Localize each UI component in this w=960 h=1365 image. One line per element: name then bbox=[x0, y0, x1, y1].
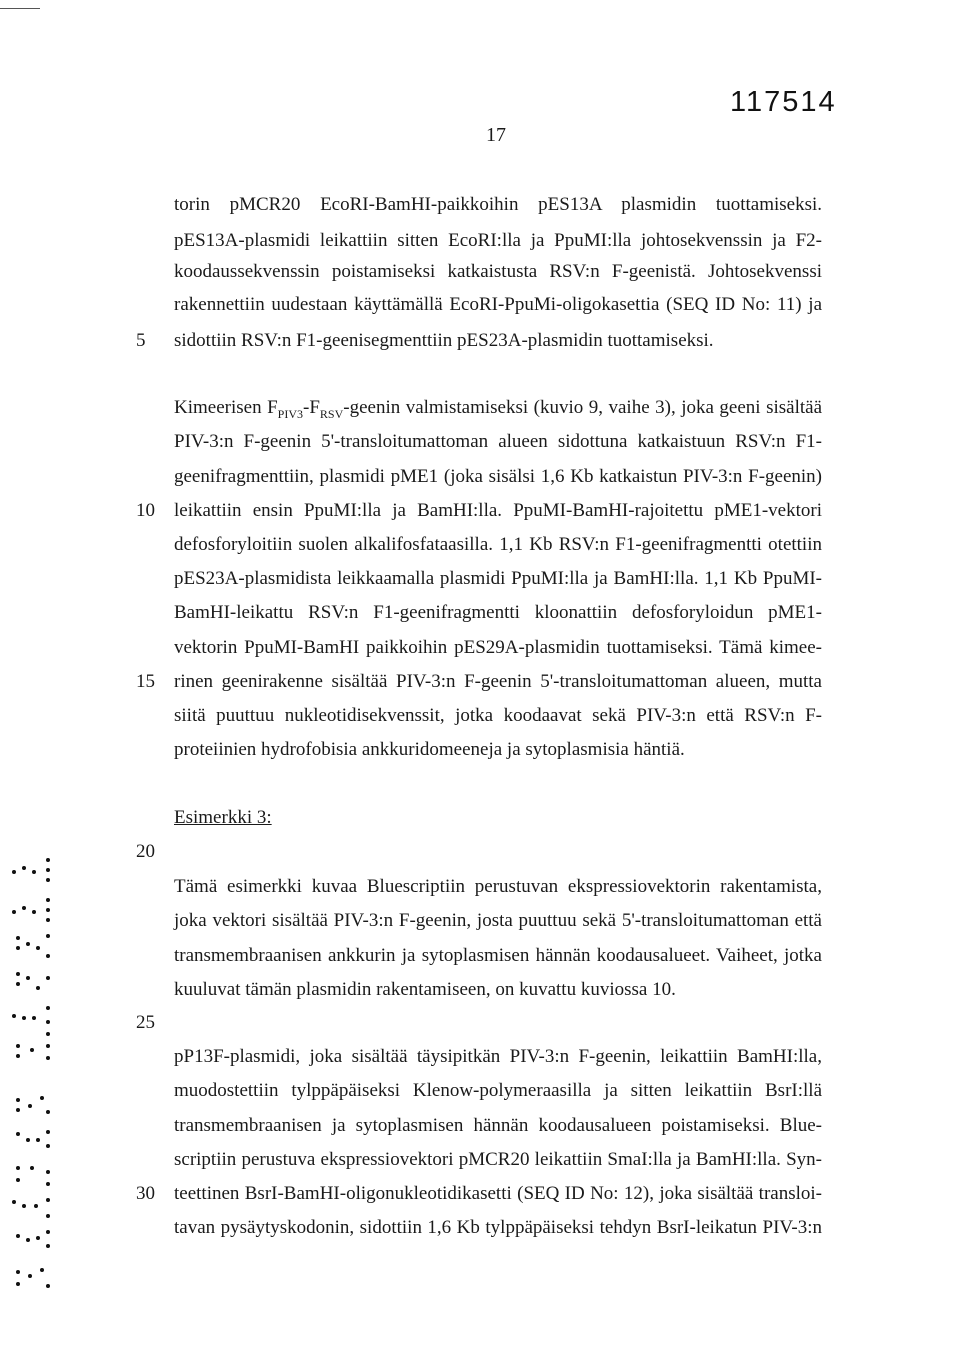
text-line-with-subscripts bbox=[174, 396, 822, 426]
text-line: leikattiin ensin PpuMI:lla ja BamHI:lla. PpuMI-BamHI-rajoitettu pME1-vektori bbox=[174, 500, 822, 521]
section-heading: Esimerkki 3: bbox=[174, 807, 272, 828]
text-line: proteiinien hydrofobisia ankkuridomeeneja ja sytoplasmisia häntiä. bbox=[174, 739, 685, 760]
text-line: koodaussekvenssin poistamiseksi katkaistusta RSV:n F-geenistä. Johtosekvenssi bbox=[174, 261, 822, 282]
text-line: pES23A-plasmidista leikkaamalla plasmidi PpuMI:lla ja BamHI:lla. 1,1 Kb PpuMI- bbox=[174, 568, 822, 589]
text-line: pES13A-plasmidi leikattiin sitten EcoRI:lla ja PpuMI:lla johtosekvenssin ja F2- bbox=[174, 230, 822, 251]
text-line: rinen geenirakenne sisältää PIV-3:n F-geenin 5'-transloitumattoman alueen, mutta bbox=[174, 671, 822, 692]
text-line: vektorin PpuMI-BamHI paikkoihin pES29A-plasmidin tuottamiseksi. Tämä kimee- bbox=[174, 637, 822, 658]
text-line: joka vektori sisältää PIV-3:n F-geenin, josta puuttuu sekä 5'-transloitumattoman että bbox=[174, 910, 822, 931]
text-line: muodostettiin tylppäpäiseksi Klenow-polymeraasilla ja sitten leikattiin BsrI:llä bbox=[174, 1080, 822, 1101]
top-rule bbox=[0, 8, 40, 9]
text-line: transmembraanisen ankkurin ja sytoplasmisen hännän koodausalueet. Vaiheet, jotka bbox=[174, 945, 822, 966]
text-line: Tämä esimerkki kuvaa Bluescriptiin perustuvan ekspressiovektorin rakentamista, bbox=[174, 876, 822, 897]
subscript: RSV bbox=[319, 406, 344, 421]
text-line: pP13F-plasmidi, joka sisältää täysipitkän PIV-3:n F-geenin, leikattiin BamHI:lla, bbox=[174, 1046, 822, 1067]
text-line: defosforyloitiin suolen alkalifosfataasilla. 1,1 Kb RSV:n F1-geenifragmentti otettiin bbox=[174, 534, 822, 555]
line-number: 5 bbox=[136, 330, 146, 351]
text-fragment: -geenin valmistamiseksi (kuvio 9, vaihe 3), joka geeni sisältää bbox=[343, 397, 823, 418]
text-line: sidottiin RSV:n F1-geenisegmenttiin pES23A-plasmidin tuottamiseksi. bbox=[174, 330, 714, 351]
text-fragment: -F bbox=[303, 397, 320, 418]
text-line: BamHI-leikattu RSV:n F1-geenifragmentti kloonattiin defosforyloidun pME1- bbox=[174, 602, 822, 623]
subscript: PIV3 bbox=[277, 406, 303, 421]
text-line: geenifragmenttiin, plasmidi pME1 (joka sisälsi 1,6 Kb katkaistun PIV-3:n F-geenin) bbox=[174, 466, 822, 487]
line-number: 20 bbox=[136, 841, 155, 862]
text-line: torin pMCR20 EcoRI-BamHI-paikkoihin pES13A plasmidin tuottamiseksi. bbox=[174, 194, 822, 215]
line-number: 15 bbox=[136, 671, 155, 692]
text-fragment: Kimeerisen F bbox=[174, 397, 278, 418]
line-number: 10 bbox=[136, 500, 155, 521]
text-line: siitä puuttuu nukleotidisekvenssit, jotka koodaavat sekä PIV-3:n että RSV:n F- bbox=[174, 705, 822, 726]
margin-dot-pattern bbox=[8, 850, 64, 1305]
text-line: scriptiin perustuva ekspressiovektori pMCR20 leikattiin SmaI:lla ja BamHI:lla. Syn- bbox=[174, 1149, 822, 1170]
document-number: 117514 bbox=[730, 86, 837, 118]
text-line: transmembraanisen ja sytoplasmisen hännän koodausalueen poistamiseksi. Blue- bbox=[174, 1115, 822, 1136]
text-line: tavan pysäytyskodonin, sidottiin 1,6 Kb tylppäpäiseksi tehdyn BsrI-leikatun PIV-3:n bbox=[174, 1217, 822, 1238]
line-number: 30 bbox=[136, 1183, 155, 1204]
line-number: 25 bbox=[136, 1012, 155, 1033]
page-number: 17 bbox=[486, 124, 506, 146]
text-line: teettinen BsrI-BamHI-oligonukleotidikasetti (SEQ ID No: 12), joka sisältää transloi- bbox=[174, 1183, 822, 1204]
text-line: PIV-3:n F-geenin 5'-transloitumattoman alueen sidottuna katkaistuun RSV:n F1- bbox=[174, 431, 822, 452]
text-line: kuuluvat tämän plasmidin rakentamiseen, on kuvattu kuviossa 10. bbox=[174, 979, 676, 1000]
text-line: rakennettiin uudestaan käyttämällä EcoRI-PpuMi-oligokasettia (SEQ ID No: 11) ja bbox=[174, 294, 822, 315]
